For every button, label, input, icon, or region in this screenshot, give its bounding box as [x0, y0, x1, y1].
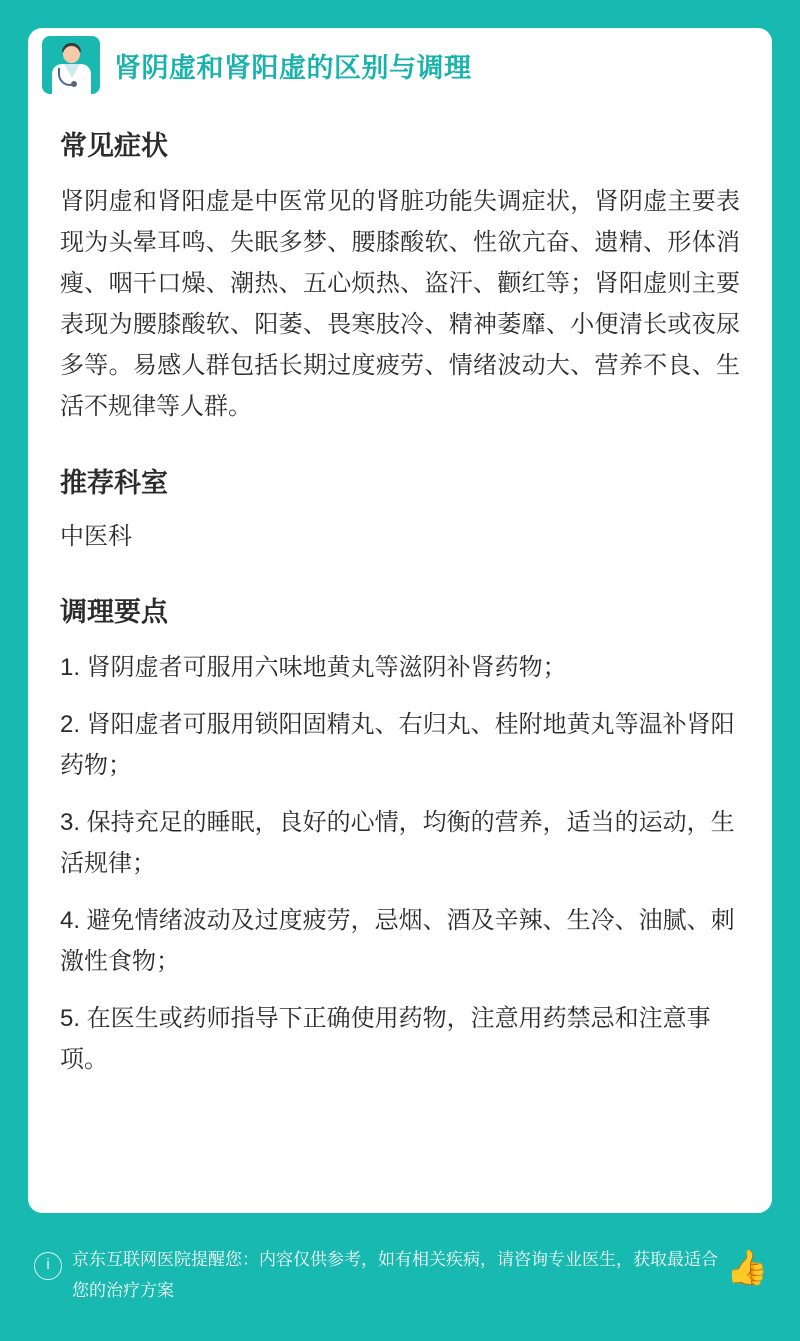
list-item: 3. 保持充足的睡眠，良好的心情，均衡的营养，适当的运动，生活规律；	[60, 809, 735, 877]
department-heading: 推荐科室	[60, 468, 168, 498]
list-item: 1. 肾阴虚者可服用六味地黄丸等滋阴补肾药物；	[60, 654, 567, 681]
list-item: 2. 肾阳虚者可服用锁阳固精丸、右归丸、桂附地黄丸等温补肾阳药物；	[60, 711, 735, 779]
footer-disclaimer-bar	[28, 1236, 772, 1306]
article-content	[28, 124, 772, 1080]
symptoms-text: 肾阴虚和肾阳虚是中医常见的肾脏功能失调症状，肾阴虚主要表现为头晕耳鸣、失眠多梦、腰膝酸软、性欲亢奋、遗精、形体消瘦、咽干口燥、潮热、五心烦热、盗汗、颧红等；肾阳虚则主要表现为腰膝酸软、阳萎、畏寒肢冷、精神萎靡、小便清长或夜尿多等。易感人群包括长期过度疲劳、情绪波动大、营养不良、生活不规律等人群。	[60, 188, 740, 420]
article-card	[28, 28, 772, 1213]
article-header	[28, 28, 772, 102]
thumbs-up-icon[interactable]: 👍	[726, 1249, 769, 1287]
department-text: 中医科	[60, 523, 132, 550]
page-title: 肾阴虚和肾阳虚的区别与调理	[114, 52, 472, 83]
care-heading: 调理要点	[60, 597, 168, 627]
list-item: 5. 在医生或药师指导下正确使用药物，注意用药禁忌和注意事项。	[60, 1005, 711, 1073]
list-item: 4. 避免情绪波动及过度疲劳，忌烟、酒及辛辣、生冷、油腻、刺激性食物；	[60, 907, 735, 975]
doctor-avatar-icon	[42, 36, 100, 94]
care-points-list	[60, 647, 740, 1080]
info-icon: i	[34, 1252, 62, 1280]
disclaimer-text: 京东互联网医院提醒您：内容仅供参考，如有相关疾病，请咨询专业医生，获取最适合您的治疗方案	[72, 1250, 718, 1300]
symptoms-heading: 常见症状	[60, 131, 168, 161]
